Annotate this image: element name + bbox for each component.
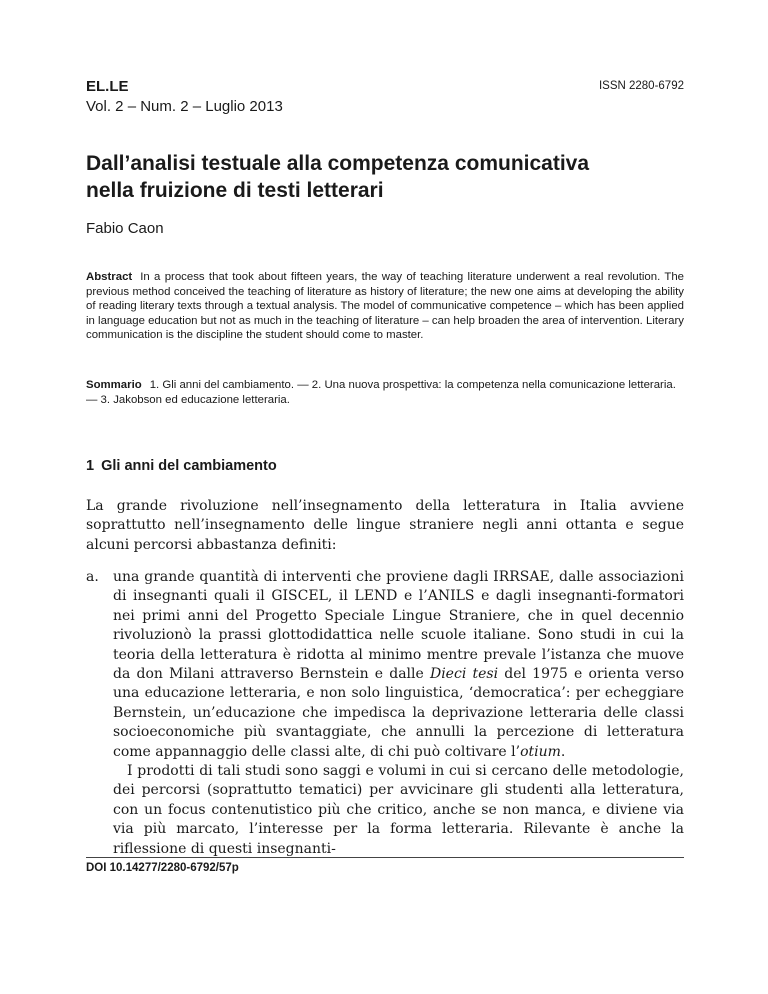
section-heading (86, 458, 277, 474)
issn: ISSN 2280-6792 (598, 80, 684, 92)
footer-rule (86, 857, 684, 858)
item-text-part: una grande quantità di interventi che proviene dagli IRRSAE, dalle associazioni di insegnanti quali il GISCEL, il LEND e l’ANILS e dagli insegnanti-formatori nei primi anni del Progetto Speciale Lingue Straniere, che in quel decennio rivoluzionò la prassi glottodidattica nelle scuole italiane. Sono studi in cui la teoria della letteratura è ridotta al minimo mentre prevale l’istanza che muove da don Milani attraverso Bernstein e dalle (113, 569, 684, 683)
author-name: Fabio Caon (86, 220, 164, 237)
sommario (86, 378, 684, 407)
section-title: Gli anni del cambiamento (101, 458, 277, 474)
intro-paragraph: La grande rivoluzione nell’insegnamento della letteratura in Italia avviene soprattutto nell’insegnamento delle lingue straniere negli anni ottanta e segue alcuni percorsi abbastanza definiti: (86, 498, 684, 553)
journal-header (86, 77, 684, 117)
journal-volume: Vol. 2 – Num. 2 – Luglio 2013 (86, 98, 283, 115)
sommario-text: 1. Gli anni del cambiamento. — 2. Una nuova prospettiva: la competenza nella comunicazione letteraria. — 3. Jakobson ed educazione letteraria. (86, 379, 676, 406)
list-item-label: a. (86, 569, 99, 585)
item-text-part: del 1975 e orienta verso una educazione letteraria, e non solo linguistica, ‘democratica’: per echeggiare Bernstein, un’educazione che impedisca la deprivazione letteraria delle classi socioeconomiche più svantaggiate, che annulli la percezione di letteratura come appannaggio delle classi alte, di chi può coltivare l’ (113, 666, 684, 760)
doi: DOI 10.14277/2280-6792/57p (86, 862, 239, 874)
section-number: 1 (86, 458, 95, 474)
abstract-text: In a process that took about fifteen years, the way of teaching literature underwent a real revolution. The previous method conceived the teaching of literature as history of literature; the new one aims at developing the ability of reading literary texts through a textual analysis. The model of communicative competence – which has been applied in language education but not as much in the teaching of literature – can help broaden the area of intervention. Literary communication is the discipline the student should come to master. (86, 271, 684, 342)
list-item-paragraph-2: I prodotti di tali studi sono saggi e volumi in cui si cercano delle metodologie, dei percorsi (soprattutto tematici) per avvicinare gli studenti alla letteratura, con un focus contenutistico più che critico, anche se non manca, e diviene via via più marcato, l’interesse per la forma letteraria. Rilevante è anche la riflessione di questi insegnanti- (113, 763, 684, 857)
italic-title: Dieci tesi (429, 666, 499, 683)
list-item-a (86, 568, 684, 859)
article-title-line-2: nella fruizione di testi letterari (86, 179, 384, 202)
sommario-label: Sommario (86, 379, 142, 391)
item-text-part: . (560, 743, 566, 760)
article-title-line-1: Dall’analisi testuale alla competenza comunicativa (86, 152, 590, 175)
abstract (86, 270, 684, 343)
list-item-paragraph (113, 568, 684, 762)
journal-name: EL.LE (86, 78, 129, 95)
article-title (86, 150, 684, 204)
abstract-label: Abstract (86, 271, 133, 283)
italic-term: otium (520, 743, 561, 760)
